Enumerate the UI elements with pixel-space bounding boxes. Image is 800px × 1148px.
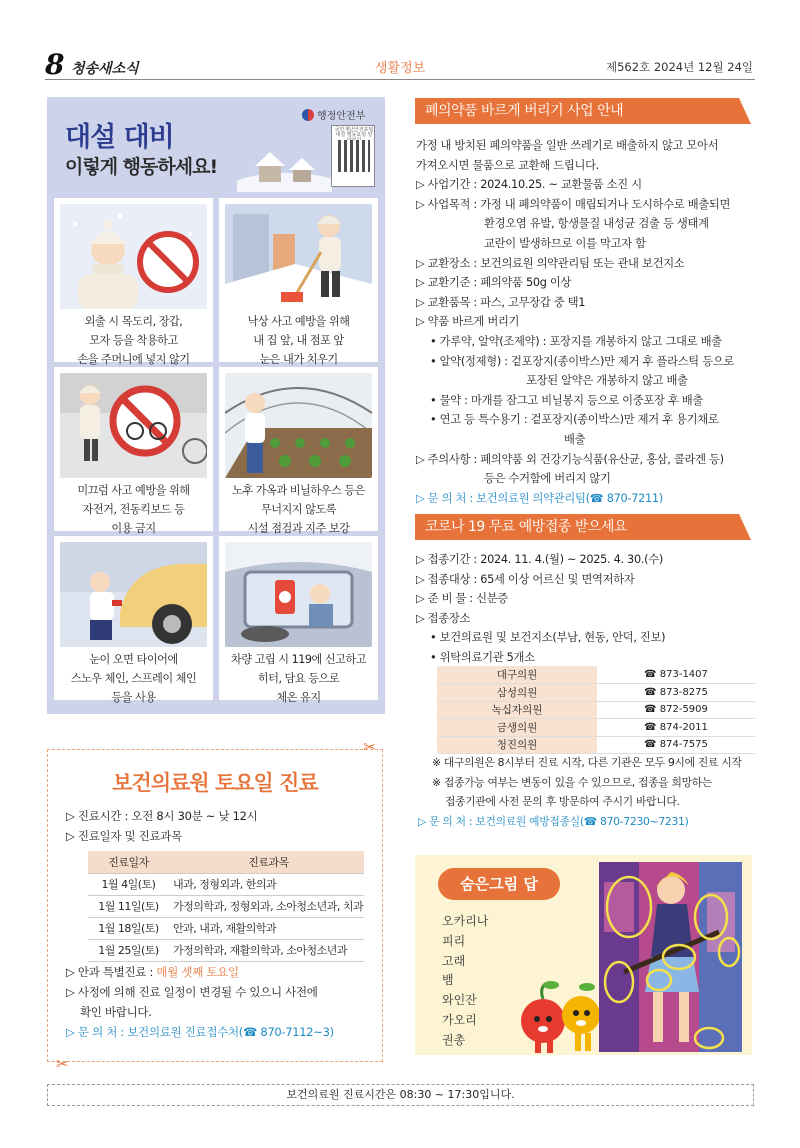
covid-section-heading: 코로나 19 무료 예방접종 받으세요 (415, 514, 751, 540)
text-line: ▷ 준 비 물 : 신분증 (416, 592, 509, 606)
schedule-date: 1월 25일(토) (88, 939, 169, 961)
text-line: ▷ 교환장소 : 보건의료원 의약관리팀 또는 관내 보건지소 (416, 256, 685, 270)
column-header: 진료과목 (169, 851, 364, 873)
text-line: 확인 바랍니다. (80, 1005, 152, 1019)
text-line: ▷ 접종대상 : 65세 이상 어르신 및 면역저하자 (416, 572, 635, 586)
text-line: • 가루약, 알약(조제약) : 포장지를 개봉하지 않고 그대로 배출 (430, 334, 722, 348)
page-header (45, 48, 755, 81)
clinic-name: 녹십자의원 (437, 701, 597, 719)
text-line: ▷ 접종기간 : 2024. 11. 4.(월) ~ 2025. 4. 30.(수) (416, 553, 663, 566)
ministry-logo: 행정안전부 (302, 107, 365, 122)
schedule-date: 1월 4일(토) (88, 873, 169, 895)
issue-info: 제562호 2024년 12월 24일 (606, 60, 753, 74)
text-line: ▷ 안과 특별진료 : 매월 셋째 토요일 (66, 965, 239, 979)
drug-section-heading: 폐의약품 바르게 버리기 사업 안내 (415, 98, 751, 124)
list-item: 가오리 (442, 1012, 477, 1027)
list-item: 피리 (442, 933, 466, 948)
table-row (437, 736, 755, 754)
fruit-mascots-illustration (515, 973, 605, 1055)
cell-caption: 외출 시 목도리, 장갑, 모자 등을 착용하고 손을 주머니에 넣지 않기 (77, 315, 190, 366)
hidden-items-list (442, 912, 488, 1051)
text-line: ▷ 사업목적 : 가정 내 폐의약품이 매립되거나 도시하수로 배출되면 (416, 197, 731, 211)
poster-cell-car-stranded (219, 536, 378, 704)
table-row (88, 917, 364, 939)
qr-code[interactable]: 국민재난안전포털 대설 행동요령 알 (331, 125, 375, 187)
section-label: 생활정보 (375, 61, 426, 76)
text-line: ▷ 약품 바르게 버리기 (416, 315, 520, 329)
table-row (88, 873, 364, 895)
table-header (88, 851, 364, 873)
clinic-table (437, 666, 755, 754)
clinic-name: 금생의원 (437, 719, 597, 737)
schedule-subjects: 가정의학과, 재활의학과, 소아청소년과 (169, 939, 364, 961)
list-item: 와인잔 (442, 993, 477, 1008)
schedule-subjects: 안과, 내과, 재활의학과 (169, 917, 364, 939)
clinic-tel: ☎ 874-7575 (597, 736, 755, 754)
footer-notice: 보건의료원 진료시간은 08:30 ~ 17:30입니다. (47, 1084, 754, 1106)
text-line: ▷ 주의사항 : 폐의약품 외 건강기능식품(유산균, 홍삼, 콜라겐 등) (416, 452, 724, 466)
saturday-contact: ▷ 문 의 처 : 보건의료원 진료접수처(☎ 870-7112~3) (66, 1025, 334, 1039)
poster-title: 대설 대비 (65, 122, 174, 153)
text-line: ▷ 교환기준 : 폐의약품 50g 이상 (416, 276, 572, 290)
text-line: ▷ 접종장소 (416, 611, 471, 625)
cell-caption: 낙상 사고 예방을 위해 내 집 앞, 내 점포 앞 눈은 내가 치우기 (247, 315, 350, 366)
text-line: • 보건의료원 및 보건지소(부남, 현동, 안덕, 진보) (430, 631, 666, 645)
text-line: 등은 수거함에 버리지 않기 (484, 472, 611, 486)
text-line: 가정 내 방치된 폐의약품을 일반 쓰레기로 배출하지 않고 모아서 (416, 139, 719, 152)
text-line: 배출 (564, 432, 586, 446)
text-line: ▷ 진료시간 : 오전 8시 30분 ~ 낮 12시 (66, 809, 258, 823)
list-item: 뱀 (442, 973, 454, 988)
scissors-icon: ✂ (363, 738, 376, 756)
text-line: 가져오시면 물품으로 교환해 드립니다. (416, 158, 599, 172)
cell-caption: 미끄럼 사고 예방을 위해 자전거, 전동킥보드 등 이용 금지 (77, 484, 190, 535)
text-line: ▷ 사정에 의해 진료 일정이 변경될 수 있으니 사전에 (66, 985, 318, 999)
snow-village-illustration (237, 142, 332, 192)
shovel-illustration (225, 204, 372, 309)
text-line: • 알약(정제형) : 겉포장지(종이박스)만 제거 후 플라스틱 등으로 (430, 354, 735, 368)
clinic-name: 청진의원 (437, 736, 597, 754)
text-line: 교란이 발생하므로 이를 막고자 함 (484, 236, 646, 250)
poster-subtitle: 이렇게 행동하세요! (65, 156, 218, 178)
table-row (437, 701, 755, 719)
clinic-tel: ☎ 873-1407 (597, 666, 755, 684)
snow-poster (47, 97, 385, 714)
covid-contact: ▷ 문 의 처 : 보건의료원 예방접종실(☎ 870-7230~7231) (418, 814, 689, 828)
list-item: 권총 (442, 1032, 466, 1047)
snow-chain-illustration (60, 542, 207, 647)
column-header: 진료일자 (88, 851, 169, 873)
schedule-date: 1월 11일(토) (88, 895, 169, 917)
schedule-date: 1월 18일(토) (88, 917, 169, 939)
list-item: 오카리나 (442, 914, 489, 928)
text-line: 접종기관에 사전 문의 후 방문하여 주시기 바랍니다. (445, 795, 680, 809)
saturday-notes (66, 962, 371, 1042)
list-item: 고래 (442, 953, 466, 968)
no-bicycle-illustration (60, 373, 207, 478)
poster-cell-snow-chain (54, 536, 213, 704)
poster-cell-no-bike (54, 367, 213, 535)
cell-caption: 차량 고립 시 119에 신고하고 히터, 담요 등으로 체온 유지 (230, 653, 367, 704)
table-row (437, 684, 755, 702)
text-line: ▷ 사업기간 : 2024.10.25. ~ 교환물품 소진 시 (416, 178, 642, 192)
government-emblem-icon (302, 109, 314, 121)
newsletter-logo: 청송새소식 (71, 61, 139, 77)
text-line: ※ 접종가능 여부는 변동이 있을 수 있으므로, 접종을 희망하는 (432, 775, 713, 789)
drug-section-body (416, 136, 754, 508)
clinic-tel: ☎ 873-8275 (597, 684, 755, 702)
hidden-picture-answer (415, 855, 752, 1055)
saturday-schedule-table (88, 851, 364, 962)
poster-cell-snow-shovel (219, 198, 378, 366)
eye-clinic-day: 매월 셋째 토요일 (156, 965, 239, 979)
text-line: • 위탁의료기관 5개소 (430, 650, 535, 664)
text-line: • 연고 등 특수용기 : 겉포장지(종이박스)만 제거 후 용기채로 (430, 413, 719, 427)
clinic-tel: ☎ 874-2011 (597, 719, 755, 737)
text-line: 포장된 알약은 개봉하지 않고 배출 (526, 374, 688, 388)
scissors-icon: ✂ (56, 1055, 69, 1073)
clinic-tel: ☎ 872-5909 (597, 701, 755, 719)
clinic-name: 대구의원 (437, 666, 597, 684)
text-line: • 물약 : 마개를 잠그고 비닐봉지 등으로 이중포장 후 배출 (430, 393, 703, 407)
table-row (88, 895, 364, 917)
saturday-clinic-title: 보건의료원 토요일 진료 (112, 771, 318, 795)
scarf-illustration (60, 204, 207, 309)
poster-cell-scarf (54, 198, 213, 366)
text-line: ▷ 진료일자 및 진료과목 (66, 829, 182, 843)
table-row (437, 719, 755, 737)
poster-cell-greenhouse (219, 367, 378, 535)
text-line: ▷ 교환품목 : 파스, 고무장갑 중 택1 (416, 295, 586, 309)
page-number: 8 (45, 48, 65, 81)
schedule-subjects: 내과, 정형외과, 한의과 (169, 873, 364, 895)
drug-contact: ▷ 문 의 처 : 보건의료원 의약관리팀(☎ 870-7211) (416, 491, 663, 505)
text-line: ※ 대구의원은 8시부터 진료 시작, 다른 기관은 모두 9시에 진료 시작 (432, 756, 742, 769)
covid-notes (418, 753, 756, 831)
hidden-picture-illustration (599, 862, 742, 1052)
text-line: 환경오염 유발, 항생물질 내성균 검출 등 생태계 (484, 217, 709, 231)
hidden-picture-title: 숨은그림 답 (438, 868, 560, 900)
clinic-name: 삼성의원 (437, 684, 597, 702)
cell-caption: 노후 가옥과 비닐하우스 등은 무너지지 않도록 시설 점검과 지주 보강 (232, 484, 365, 535)
saturday-info (66, 806, 257, 846)
covid-section-body (416, 550, 754, 668)
table-row (437, 666, 755, 684)
cell-caption: 눈이 오면 타이어에 스노우 체인, 스프레이 체인 등을 사용 (70, 653, 197, 704)
greenhouse-illustration (225, 373, 372, 478)
saturday-clinic-box (47, 738, 383, 1073)
table-row (88, 939, 364, 961)
car-stranded-illustration (225, 542, 372, 647)
schedule-subjects: 가정의학과, 정형외과, 소아청소년과, 치과 (169, 895, 364, 917)
